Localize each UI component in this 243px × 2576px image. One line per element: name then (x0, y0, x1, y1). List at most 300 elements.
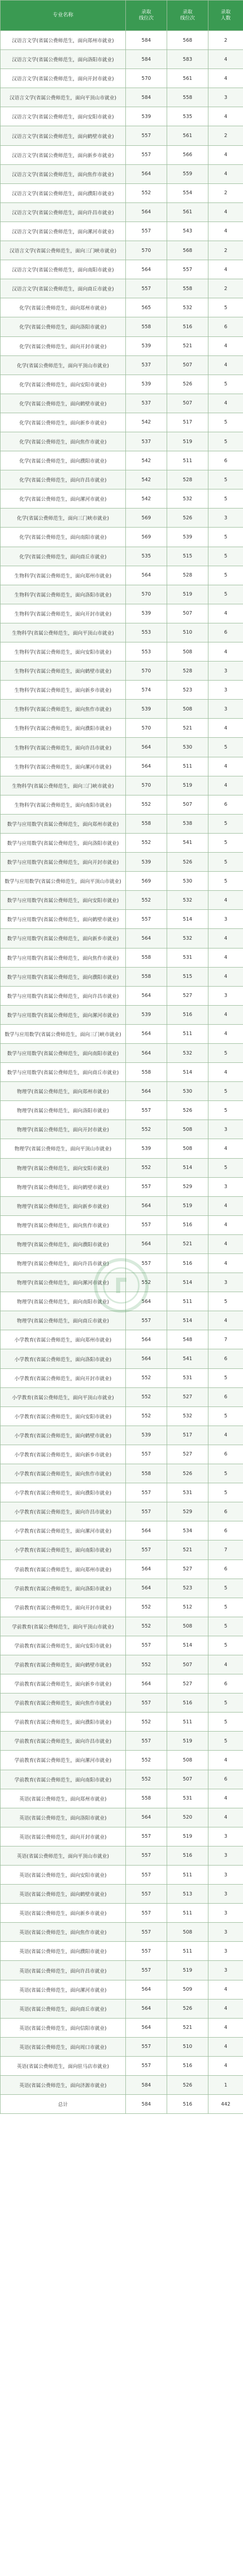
score-a-cell: 584 (126, 31, 167, 50)
score-b-cell: 513 (167, 1885, 208, 1904)
score-a-cell: 570 (126, 69, 167, 88)
score-a-cell: 557 (126, 2056, 167, 2075)
major-name-cell: 物理学(省属公费师范生，面向焦作市就业) (1, 1215, 126, 1234)
score-b-cell: 532 (167, 1406, 208, 1426)
major-name-cell: 英语(省属公费师范生，面向驻马店市就业) (1, 2056, 126, 2075)
admit-count-cell: 4 (208, 1751, 243, 1770)
score-b-cell: 528 (167, 566, 208, 585)
table-row (1, 1540, 243, 1560)
admit-count-cell: 4 (208, 1024, 243, 1043)
table-row (1, 1082, 243, 1101)
table-row (1, 88, 243, 107)
table-row (1, 1961, 243, 1980)
admit-count-cell: 2 (208, 31, 243, 50)
major-name-cell: 汉语言文学(省属公费师范生，面向开封市就业) (1, 69, 126, 88)
score-a-cell: 564 (126, 1234, 167, 1253)
score-a-cell: 570 (126, 241, 167, 260)
score-b-cell: 568 (167, 241, 208, 260)
table-header-row (1, 1, 243, 31)
score-a-cell: 537 (126, 355, 167, 375)
major-name-cell: 汉语言文学(省属公费师范生，面向安阳市就业) (1, 107, 126, 126)
table-row (1, 222, 243, 241)
table-row (1, 1789, 243, 1808)
admit-count-cell: 4 (208, 1311, 243, 1330)
score-b-cell: 519 (167, 585, 208, 604)
major-name-cell: 化学(省属公费师范生，面向安阳市就业) (1, 375, 126, 394)
table-body (1, 31, 243, 2114)
major-name-cell: 生物科学(省属公费师范生，面向濮阳市就业) (1, 719, 126, 738)
table-row (1, 1942, 243, 1961)
score-b-cell: 511 (167, 1942, 208, 1961)
score-b-cell: 516 (167, 1215, 208, 1234)
admit-count-cell: 4 (208, 1215, 243, 1234)
score-b-cell: 531 (167, 1368, 208, 1387)
score-b-cell: 507 (167, 795, 208, 814)
major-name-cell: 汉语言文学(省属公费师范生，面向郑州市就业) (1, 31, 126, 50)
score-b-cell: 535 (167, 107, 208, 126)
score-b-cell: 514 (167, 1063, 208, 1082)
score-a-cell: 557 (126, 1177, 167, 1196)
table-row (1, 833, 243, 852)
score-a-cell: 558 (126, 1464, 167, 1483)
major-name-cell: 生物科学(省属公费师范生，面向南阳市就业) (1, 795, 126, 814)
admit-count-cell: 5 (208, 432, 243, 451)
score-b-cell: 558 (167, 88, 208, 107)
table-row (1, 776, 243, 795)
table-row (1, 872, 243, 891)
score-b-cell: 521 (167, 2018, 208, 2037)
major-name-cell: 物理学(省属公费师范生，面向南阳市就业) (1, 1292, 126, 1311)
major-name-cell: 学前教育(省属公费师范生，面向洛阳市就业) (1, 1579, 126, 1598)
score-b-cell: 526 (167, 853, 208, 872)
score-b-cell: 520 (167, 1808, 208, 1827)
score-a-cell: 564 (126, 260, 167, 279)
major-name-cell: 汉语言文学(省属公费师范生，面向许昌市就业) (1, 202, 126, 222)
admit-count-cell: 6 (208, 1349, 243, 1368)
admit-count-cell: 6 (208, 623, 243, 642)
admit-count-cell: 4 (208, 2056, 243, 2075)
score-b-cell: 527 (167, 1674, 208, 1693)
table-row (1, 1483, 243, 1502)
score-b-cell: 509 (167, 1980, 208, 1999)
table-row (1, 279, 243, 298)
major-name-cell: 化学(省属公费师范生，面向新乡市就业) (1, 413, 126, 432)
table-row (1, 1139, 243, 1158)
major-name-cell: 小学教育(省属公费师范生，面向洛阳市就业) (1, 1349, 126, 1368)
score-b-cell: 531 (167, 1789, 208, 1808)
major-name-cell: 数学与应用数学(省属公费师范生，面向郑州市就业) (1, 814, 126, 833)
table-row (1, 355, 243, 375)
admit-count-cell: 3 (208, 910, 243, 929)
score-a-cell: 557 (126, 1904, 167, 1923)
score-a-cell: 584 (126, 50, 167, 69)
table-row (1, 413, 243, 432)
major-name-cell: 英语(省属公费师范生，面向洛阳市就业) (1, 1808, 126, 1827)
score-b-cell: 517 (167, 1426, 208, 1445)
score-a-cell: 552 (126, 1770, 167, 1789)
table-row (1, 69, 243, 88)
table-row (1, 1005, 243, 1024)
admit-count-cell: 5 (208, 528, 243, 547)
table-row (1, 451, 243, 470)
score-a-cell: 564 (126, 757, 167, 776)
admit-count-cell: 5 (208, 853, 243, 872)
admit-count-cell: 4 (208, 1196, 243, 1215)
score-a-cell: 552 (126, 183, 167, 202)
table-row (1, 1311, 243, 1330)
major-name-cell: 数学与应用数学(省属公费师范生，面向商丘市就业) (1, 1063, 126, 1082)
score-a-cell: 570 (126, 719, 167, 738)
admit-count-cell: 4 (208, 1655, 243, 1674)
major-name-cell: 英语(省属公费师范生，面向信阳市就业) (1, 2018, 126, 2037)
score-b-cell: 523 (167, 1579, 208, 1598)
score-a-cell: 539 (126, 853, 167, 872)
major-name-cell: 数学与应用数学(省属公费师范生，面向许昌市就业) (1, 986, 126, 1005)
admit-count-cell: 3 (208, 681, 243, 700)
major-name-cell: 化学(省属公费师范生，面向郑州市就业) (1, 298, 126, 317)
score-b-cell: 531 (167, 948, 208, 967)
major-name-cell: 英语(省属公费师范生，面向开封市就业) (1, 1827, 126, 1846)
table-row (1, 1368, 243, 1387)
score-b-cell: 559 (167, 164, 208, 183)
table-row (1, 795, 243, 814)
score-a-cell: 552 (126, 795, 167, 814)
score-a-cell: 553 (126, 623, 167, 642)
score-b-cell: 558 (167, 279, 208, 298)
score-a-cell: 539 (126, 336, 167, 355)
admit-count-cell: 3 (208, 1827, 243, 1846)
major-name-cell: 汉语言文学(省属公费师范生，面向漯河市就业) (1, 222, 126, 241)
score-b-cell: 514 (167, 1158, 208, 1177)
score-b-cell: 516 (167, 1254, 208, 1273)
major-name-cell: 英语(省属公费师范生，面向鹤壁市就业) (1, 1885, 126, 1904)
table-row (1, 1923, 243, 1942)
table-row (1, 1655, 243, 1674)
table-row (1, 1330, 243, 1349)
major-name-cell: 小学教育(省属公费师范生，面向濮阳市就业) (1, 1483, 126, 1502)
major-name-cell: 汉语言文学(省属公费师范生，面向商丘市就业) (1, 279, 126, 298)
score-b-cell: 514 (167, 910, 208, 929)
major-name-cell: 学前教育(省属公费师范生，面向郑州市就业) (1, 1560, 126, 1579)
table-row (1, 719, 243, 738)
admit-count-cell: 5 (208, 585, 243, 604)
table-row (1, 528, 243, 547)
score-a-cell: 539 (126, 375, 167, 394)
major-name-cell: 英语(省属公费师范生，面向焦作市就业) (1, 1923, 126, 1942)
score-a-cell: 564 (126, 1980, 167, 1999)
score-a-cell: 539 (126, 1426, 167, 1445)
score-a-cell: 564 (126, 164, 167, 183)
header-count: 录取 人数 (208, 1, 243, 31)
table-row (1, 2076, 243, 2095)
admit-count-cell: 5 (208, 814, 243, 833)
admit-count-cell: 2 (208, 279, 243, 298)
admit-count-cell: 5 (208, 1406, 243, 1426)
table-row (1, 509, 243, 528)
score-a-cell: 564 (126, 1674, 167, 1693)
score-b-cell: 519 (167, 1827, 208, 1846)
score-a-cell: 552 (126, 1120, 167, 1139)
score-b-cell: 508 (167, 642, 208, 662)
score-b-cell: 521 (167, 719, 208, 738)
table-row (1, 1560, 243, 1579)
admit-count-cell: 4 (208, 2018, 243, 2037)
admit-count-cell: 7 (208, 1330, 243, 1349)
score-a-cell: 537 (126, 394, 167, 413)
score-a-cell: 564 (126, 1521, 167, 1540)
score-b-cell: 534 (167, 1521, 208, 1540)
major-name-cell: 物理学(省属公费师范生，面向许昌市就业) (1, 1254, 126, 1273)
table-row (1, 1617, 243, 1636)
score-a-cell: 557 (126, 1636, 167, 1655)
major-name-cell: 英语(省属公费师范生，面向濮阳市就业) (1, 1942, 126, 1961)
major-name-cell: 化学(省属公费师范生，面向洛阳市就业) (1, 317, 126, 336)
score-a-cell: 564 (126, 929, 167, 948)
major-name-cell: 汉语言文学(省属公费师范生，面向平顶山市就业) (1, 88, 126, 107)
major-name-cell: 化学(省属公费师范生，面向三门峡市就业) (1, 509, 126, 528)
score-a-cell: 558 (126, 967, 167, 986)
score-a-cell: 557 (126, 1732, 167, 1751)
major-name-cell: 学前教育(省属公费师范生，面向濮阳市就业) (1, 1713, 126, 1732)
admit-count-cell: 3 (208, 1846, 243, 1865)
major-name-cell: 化学(省属公费师范生，面向商丘市就业) (1, 547, 126, 566)
score-a-cell: 557 (126, 1540, 167, 1560)
score-b-cell: 548 (167, 1330, 208, 1349)
table-row (1, 1579, 243, 1598)
score-b-cell: 541 (167, 1349, 208, 1368)
score-a-cell: 539 (126, 604, 167, 623)
table-row (1, 336, 243, 355)
admit-count-cell: 6 (208, 317, 243, 336)
score-a-cell: 539 (126, 1005, 167, 1024)
score-b-cell: 508 (167, 1617, 208, 1636)
admit-count-cell: 5 (208, 1732, 243, 1751)
table-row (1, 1693, 243, 1713)
table-row (1, 317, 243, 336)
score-a-cell: 557 (126, 1885, 167, 1904)
admit-count-cell: 5 (208, 1693, 243, 1713)
admit-count-cell: 6 (208, 1502, 243, 1521)
score-a-cell: 552 (126, 1158, 167, 1177)
score-a-cell: 552 (126, 1368, 167, 1387)
score-b-cell: 532 (167, 891, 208, 910)
table-row (1, 642, 243, 662)
score-a-cell: 564 (126, 1999, 167, 2018)
major-name-cell: 小学教育(省属公费师范生，面向南阳市就业) (1, 1540, 126, 1560)
score-a-cell: 552 (126, 1406, 167, 1426)
admit-count-cell: 4 (208, 1234, 243, 1253)
major-name-cell: 生物科学(省属公费师范生，面向平顶山市就业) (1, 623, 126, 642)
table-row (1, 853, 243, 872)
score-a-cell: 552 (126, 1617, 167, 1636)
table-row (1, 183, 243, 202)
admit-count-cell: 4 (208, 719, 243, 738)
table-row (1, 1120, 243, 1139)
table-row (1, 1846, 243, 1865)
major-name-cell: 物理学(省属公费师范生，面向商丘市就业) (1, 1311, 126, 1330)
major-name-cell: 生物科学(省属公费师范生，面向洛阳市就业) (1, 585, 126, 604)
admit-count-cell: 1 (208, 2076, 243, 2095)
table-row (1, 375, 243, 394)
admit-count-cell: 5 (208, 738, 243, 757)
score-b-cell: 526 (167, 1999, 208, 2018)
major-name-cell: 英语(省属公费师范生，面向许昌市就业) (1, 1961, 126, 1980)
score-a-cell: 558 (126, 1789, 167, 1808)
score-b-cell: 510 (167, 623, 208, 642)
major-name-cell: 英语(省属公费师范生，面向新乡市就业) (1, 1904, 126, 1923)
major-name-cell: 小学教育(省属公费师范生，面向新乡市就业) (1, 1445, 126, 1464)
table-row (1, 1063, 243, 1082)
table-row (1, 929, 243, 948)
admit-count-cell: 4 (208, 1426, 243, 1445)
score-a-cell: 564 (126, 2018, 167, 2037)
score-b-cell: 568 (167, 31, 208, 50)
score-a-cell: 558 (126, 1063, 167, 1082)
score-b-cell: 510 (167, 2037, 208, 2056)
table-row (1, 585, 243, 604)
admit-count-cell: 5 (208, 489, 243, 509)
admit-count-cell: 4 (208, 145, 243, 164)
admit-count-cell: 4 (208, 260, 243, 279)
admit-count-cell: 3 (208, 1273, 243, 1292)
table-row (1, 2037, 243, 2056)
table-row (1, 814, 243, 833)
major-name-cell: 生物科学(省属公费师范生，面向安阳市就业) (1, 642, 126, 662)
major-name-cell: 学前教育(省属公费师范生，面向焦作市就业) (1, 1693, 126, 1713)
score-a-cell: 557 (126, 1254, 167, 1273)
table-row (1, 1387, 243, 1406)
admit-count-cell: 5 (208, 1636, 243, 1655)
table-row (1, 986, 243, 1005)
table-row (1, 1751, 243, 1770)
score-b-cell: 554 (167, 183, 208, 202)
major-name-cell: 化学(省属公费师范生，面向许昌市就业) (1, 470, 126, 489)
major-name-cell: 英语(省属公费师范生，面向商丘市就业) (1, 1999, 126, 2018)
table-row (1, 1827, 243, 1846)
admit-count-cell: 4 (208, 967, 243, 986)
score-b-cell: 521 (167, 336, 208, 355)
major-name-cell: 化学(省属公费师范生，面向鹤壁市就业) (1, 394, 126, 413)
score-b-cell: 527 (167, 1445, 208, 1464)
major-name-cell: 汉语言文学(省属公费师范生，面向焦作市就业) (1, 164, 126, 183)
score-b-cell: 521 (167, 1540, 208, 1560)
score-b-cell: 527 (167, 1387, 208, 1406)
score-a-cell: 584 (126, 2076, 167, 2095)
table-row (1, 662, 243, 681)
table-row (1, 1636, 243, 1655)
admit-count-cell: 4 (208, 1808, 243, 1827)
score-a-cell: 564 (126, 566, 167, 585)
table-row (1, 298, 243, 317)
admit-count-cell: 3 (208, 509, 243, 528)
score-b-cell: 527 (167, 1560, 208, 1579)
major-name-cell: 数学与应用数学(省属公费师范生，面向洛阳市就业) (1, 833, 126, 852)
score-a-cell: 557 (126, 910, 167, 929)
score-b-cell: 508 (167, 700, 208, 719)
score-b-cell: 528 (167, 662, 208, 681)
admit-count-cell: 3 (208, 1942, 243, 1961)
score-a-cell: 558 (126, 948, 167, 967)
major-name-cell: 生物科学(省属公费师范生，面向许昌市就业) (1, 738, 126, 757)
score-a-cell: 564 (126, 1349, 167, 1368)
admit-count-cell: 4 (208, 776, 243, 795)
score-b-cell: 523 (167, 681, 208, 700)
major-name-cell: 生物科学(省属公费师范生，面向三门峡市就业) (1, 776, 126, 795)
score-a-cell: 557 (126, 1101, 167, 1120)
table-row (1, 681, 243, 700)
major-name-cell: 小学教育(省属公费师范生，面向安阳市就业) (1, 1406, 126, 1426)
major-name-cell: 小学教育(省属公费师范生，面向开封市就业) (1, 1368, 126, 1387)
table-row (1, 2018, 243, 2037)
score-b-cell: 532 (167, 298, 208, 317)
admit-count-cell: 2 (208, 126, 243, 145)
major-name-cell: 英语(省属公费师范生，面向郑州市就业) (1, 1789, 126, 1808)
score-a-cell: 570 (126, 585, 167, 604)
admit-count-cell: 6 (208, 1387, 243, 1406)
score-a-cell: 564 (126, 1024, 167, 1043)
score-a-cell: 542 (126, 489, 167, 509)
table-row (1, 145, 243, 164)
score-b-cell: 526 (167, 375, 208, 394)
score-b-cell: 507 (167, 1655, 208, 1674)
major-name-cell: 生物科学(省属公费师范生，面向鹤壁市就业) (1, 662, 126, 681)
major-name-cell: 数学与应用数学(省属公费师范生，面向漯河市就业) (1, 1005, 126, 1024)
table-row (1, 566, 243, 585)
score-a-cell: 557 (126, 1827, 167, 1846)
major-name-cell: 化学(省属公费师范生，面向焦作市就业) (1, 432, 126, 451)
score-b-cell: 531 (167, 1483, 208, 1502)
admit-count-cell: 3 (208, 88, 243, 107)
score-b-cell: 526 (167, 509, 208, 528)
score-b-cell: 511 (167, 1866, 208, 1885)
admit-count-cell: 4 (208, 642, 243, 662)
table-row (1, 1808, 243, 1827)
table-row (1, 241, 243, 260)
table-row (1, 1273, 243, 1292)
admit-count-cell: 2 (208, 241, 243, 260)
table-row (1, 738, 243, 757)
admit-count-cell: 4 (208, 891, 243, 910)
admit-count-cell: 5 (208, 1368, 243, 1387)
major-name-cell: 化学(省属公费师范生，面向平顶山市就业) (1, 355, 126, 375)
admit-count-cell: 4 (208, 2037, 243, 2056)
admit-count-cell: 3 (208, 986, 243, 1005)
table-row (1, 1292, 243, 1311)
score-b-cell: 529 (167, 1177, 208, 1196)
major-name-cell: 英语(省属公费师范生，面向漯河市就业) (1, 1980, 126, 1999)
score-a-cell: 557 (126, 1215, 167, 1234)
table-row (1, 1024, 243, 1043)
major-name-cell: 汉语言文学(省属公费师范生，面向鹤壁市就业) (1, 126, 126, 145)
table-row (1, 1464, 243, 1483)
table-row (1, 1215, 243, 1234)
table-row (1, 1980, 243, 1999)
table-row (1, 910, 243, 929)
score-a-cell: 552 (126, 891, 167, 910)
score-b-cell: 561 (167, 69, 208, 88)
score-b-cell: 530 (167, 872, 208, 891)
score-b-cell: 519 (167, 1196, 208, 1215)
score-a-cell: 557 (126, 1311, 167, 1330)
score-b-cell: 515 (167, 967, 208, 986)
score-a-cell: 557 (126, 145, 167, 164)
admit-count-cell: 5 (208, 1579, 243, 1598)
admit-count-cell: 4 (208, 948, 243, 967)
score-a-cell: 558 (126, 814, 167, 833)
score-b-cell: 519 (167, 432, 208, 451)
table-row (1, 604, 243, 623)
score-a-cell: 569 (126, 528, 167, 547)
